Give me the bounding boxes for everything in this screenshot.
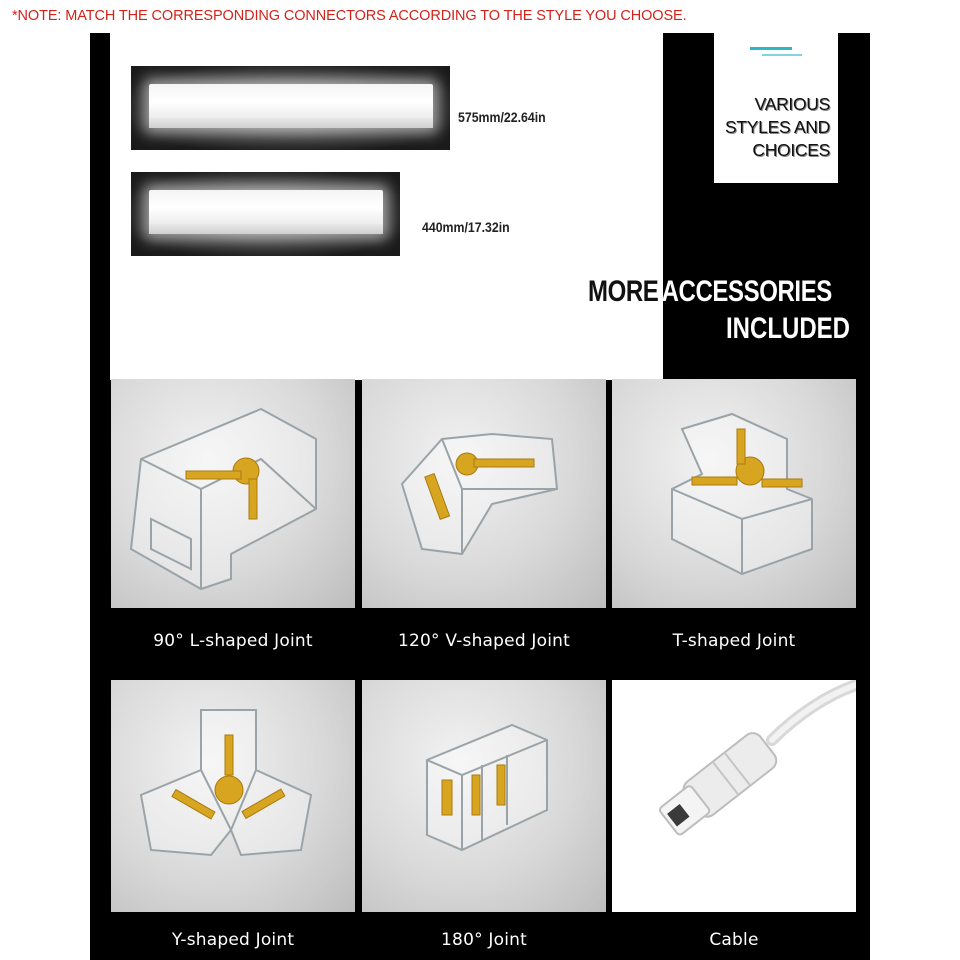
headline-line-1 [588,275,832,309]
l-joint-photo [111,379,355,608]
straight-joint-photo [362,680,606,912]
note-text: *NOTE: MATCH THE CORRESPONDING CONNECTORS ACCORDING TO THE STYLE YOU CHOOSE. [12,8,687,24]
caption-l-joint: 90° L-shaped Joint [153,631,313,651]
caption-y-joint: Y-shaped Joint [171,930,295,950]
headline-included: INCLUDED [726,312,850,345]
l-joint-icon [111,379,355,608]
caption-cable: Cable [709,930,759,950]
styles-line-1: VARIOUS [754,94,830,114]
v-joint-photo [362,379,606,608]
caption-v-joint: 120° V-shaped Joint [398,631,570,651]
t-joint-icon [612,379,856,608]
styles-line-3: CHOICES [752,140,830,160]
styles-line-2: STYLES AND [725,117,830,137]
y-joint-icon [111,680,355,912]
light-bar-440-image [131,172,400,256]
v-joint-icon [362,379,606,608]
light-bar-575-image [131,66,450,150]
styles-badge [714,33,838,183]
straight-joint-icon [362,680,606,912]
caption-straight-joint: 180° Joint [441,930,527,950]
bar-440-label: 440mm/17.32in [422,219,510,235]
y-joint-photo [111,680,355,912]
cable-plug-icon [612,680,856,912]
bar-575-label: 575mm/22.64in [458,109,546,125]
t-joint-photo [612,379,856,608]
headline-more: MORE [588,275,659,308]
cable-photo [612,680,856,912]
headline-accessories: ACCESSORIES [661,275,832,308]
caption-t-joint: T-shaped Joint [672,631,796,651]
